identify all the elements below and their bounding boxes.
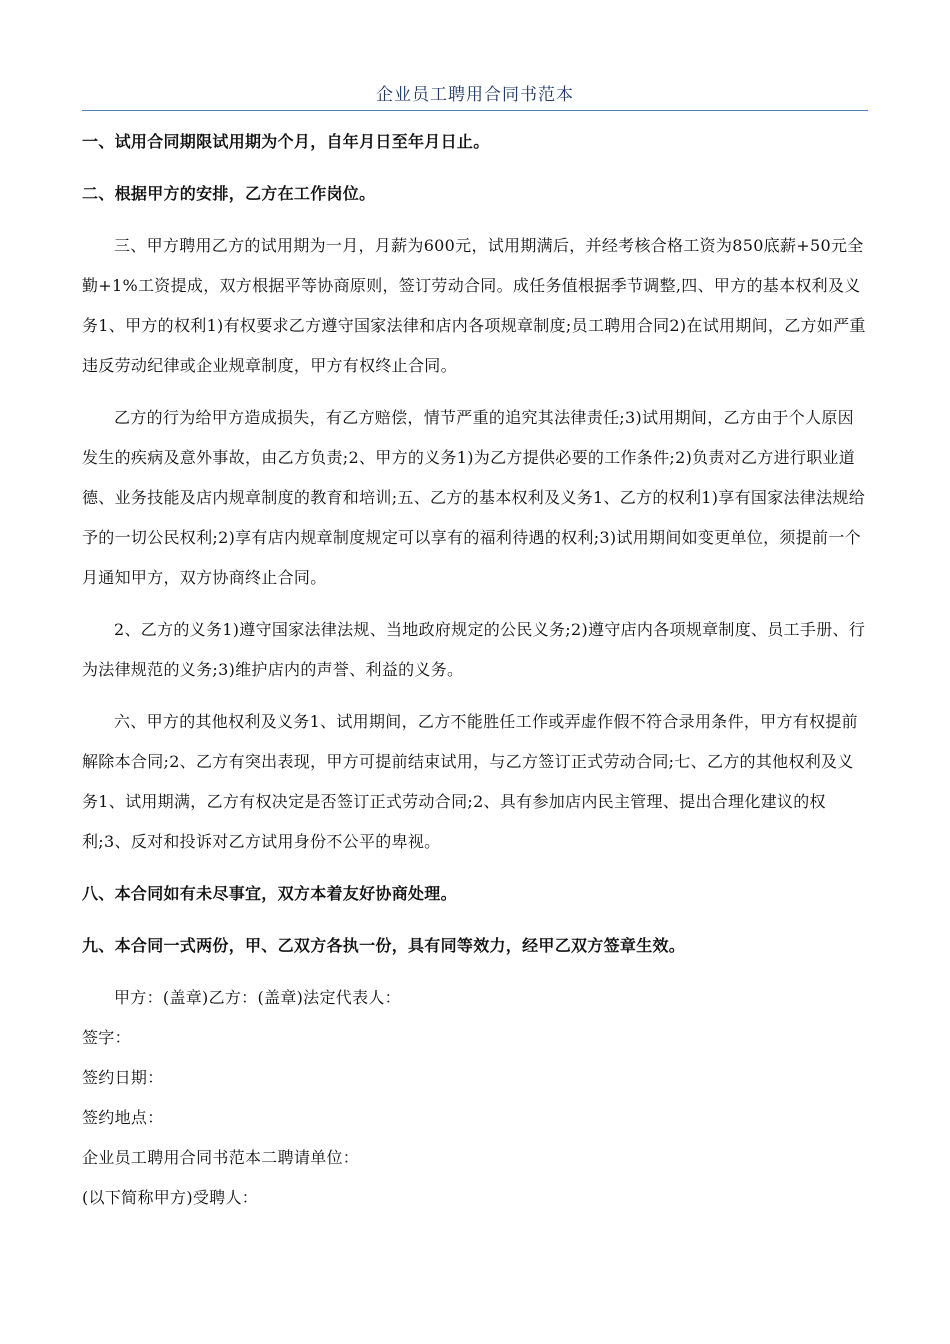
signature-parties-line: 甲方：(盖章)乙方：(盖章)法定代表人： <box>114 988 401 1007</box>
signature-line: 签字： <box>82 1028 131 1047</box>
signing-place-line: 签约地点： <box>82 1108 164 1127</box>
template-two-employer-line: 企业员工聘用合同书范本二聘请单位： <box>82 1148 360 1167</box>
signing-date-line: 签约日期： <box>82 1068 164 1087</box>
page-header <box>82 82 868 111</box>
clause-employee-rights: 乙方的行为给甲方造成损失，有乙方赔偿，情节严重的追究其法律责任;3)试用期间，乙方由于个人原因发生的疾病及意外事故，由乙方负责;2、甲方的义务1)为乙方提供必要的工作条件;2)负责对乙方进行职业道德、业务技能及店内规章制度的教育和培训;五、乙方的基本权利及义务1、乙方的权利1)享有国家法律法规给予的一切公民权利;2)享有店内规章制度规定可以享有的福利待遇的权利;3)试用期间如变更单位，须提前一个月通知甲方，双方协商终止合同。 <box>82 408 865 587</box>
clause-3-salary-and-employer-rights: 三、甲方聘用乙方的试用期为一月，月薪为600元，试用期满后，并经考核合格工资为850底薪+50元全勤+1%工资提成，双方根据平等协商原则，签订劳动合同。成任务值根据季节调整,四、甲方的基本权利及义务1、甲方的权利1)有权要求乙方遵守国家法律和店内各项规章制度;员工聘用合同2)在试用期间，乙方如严重违反劳动纪律或企业规章制度，甲方有权终止合同。 <box>82 236 866 375</box>
clause-1-trial-period: 一、试用合同期限试用期为个月，自年月日至年月日止。 <box>82 132 490 151</box>
clause-6-7-other-rights: 六、甲方的其他权利及义务1、试用期间，乙方不能胜任工作或弄虚作假不符合录用条件，甲方有权提前解除本合同;2、乙方有突出表现，甲方可提前结束试用，与乙方签订正式劳动合同;七、乙方的其他权利及义务1、试用期满，乙方有权决定是否签订正式劳动合同;2、具有参加店内民主管理、提出合理化建议的权利;3、反对和投诉对乙方试用身份不公平的卑视。 <box>82 712 858 851</box>
clause-2-position: 二、根据甲方的安排，乙方在工作岗位。 <box>82 184 376 203</box>
template-two-employee-line: (以下简称甲方)受聘人： <box>82 1188 259 1207</box>
clause-9-copies: 九、本合同一式两份，甲、乙双方各执一份，具有同等效力，经甲乙双方签章生效。 <box>82 936 686 955</box>
clause-8-unresolved-matters: 八、本合同如有未尽事宜，双方本着友好协商处理。 <box>82 884 457 903</box>
document-title: 企业员工聘用合同书范本 <box>376 85 574 105</box>
document-body <box>82 122 868 1218</box>
clause-employee-obligations: 2、乙方的义务1)遵守国家法律法规、当地政府规定的公民义务;2)遵守店内各项规章制度、员工手册、行为法律规范的义务;3)维护店内的声誉、利益的义务。 <box>82 620 866 679</box>
